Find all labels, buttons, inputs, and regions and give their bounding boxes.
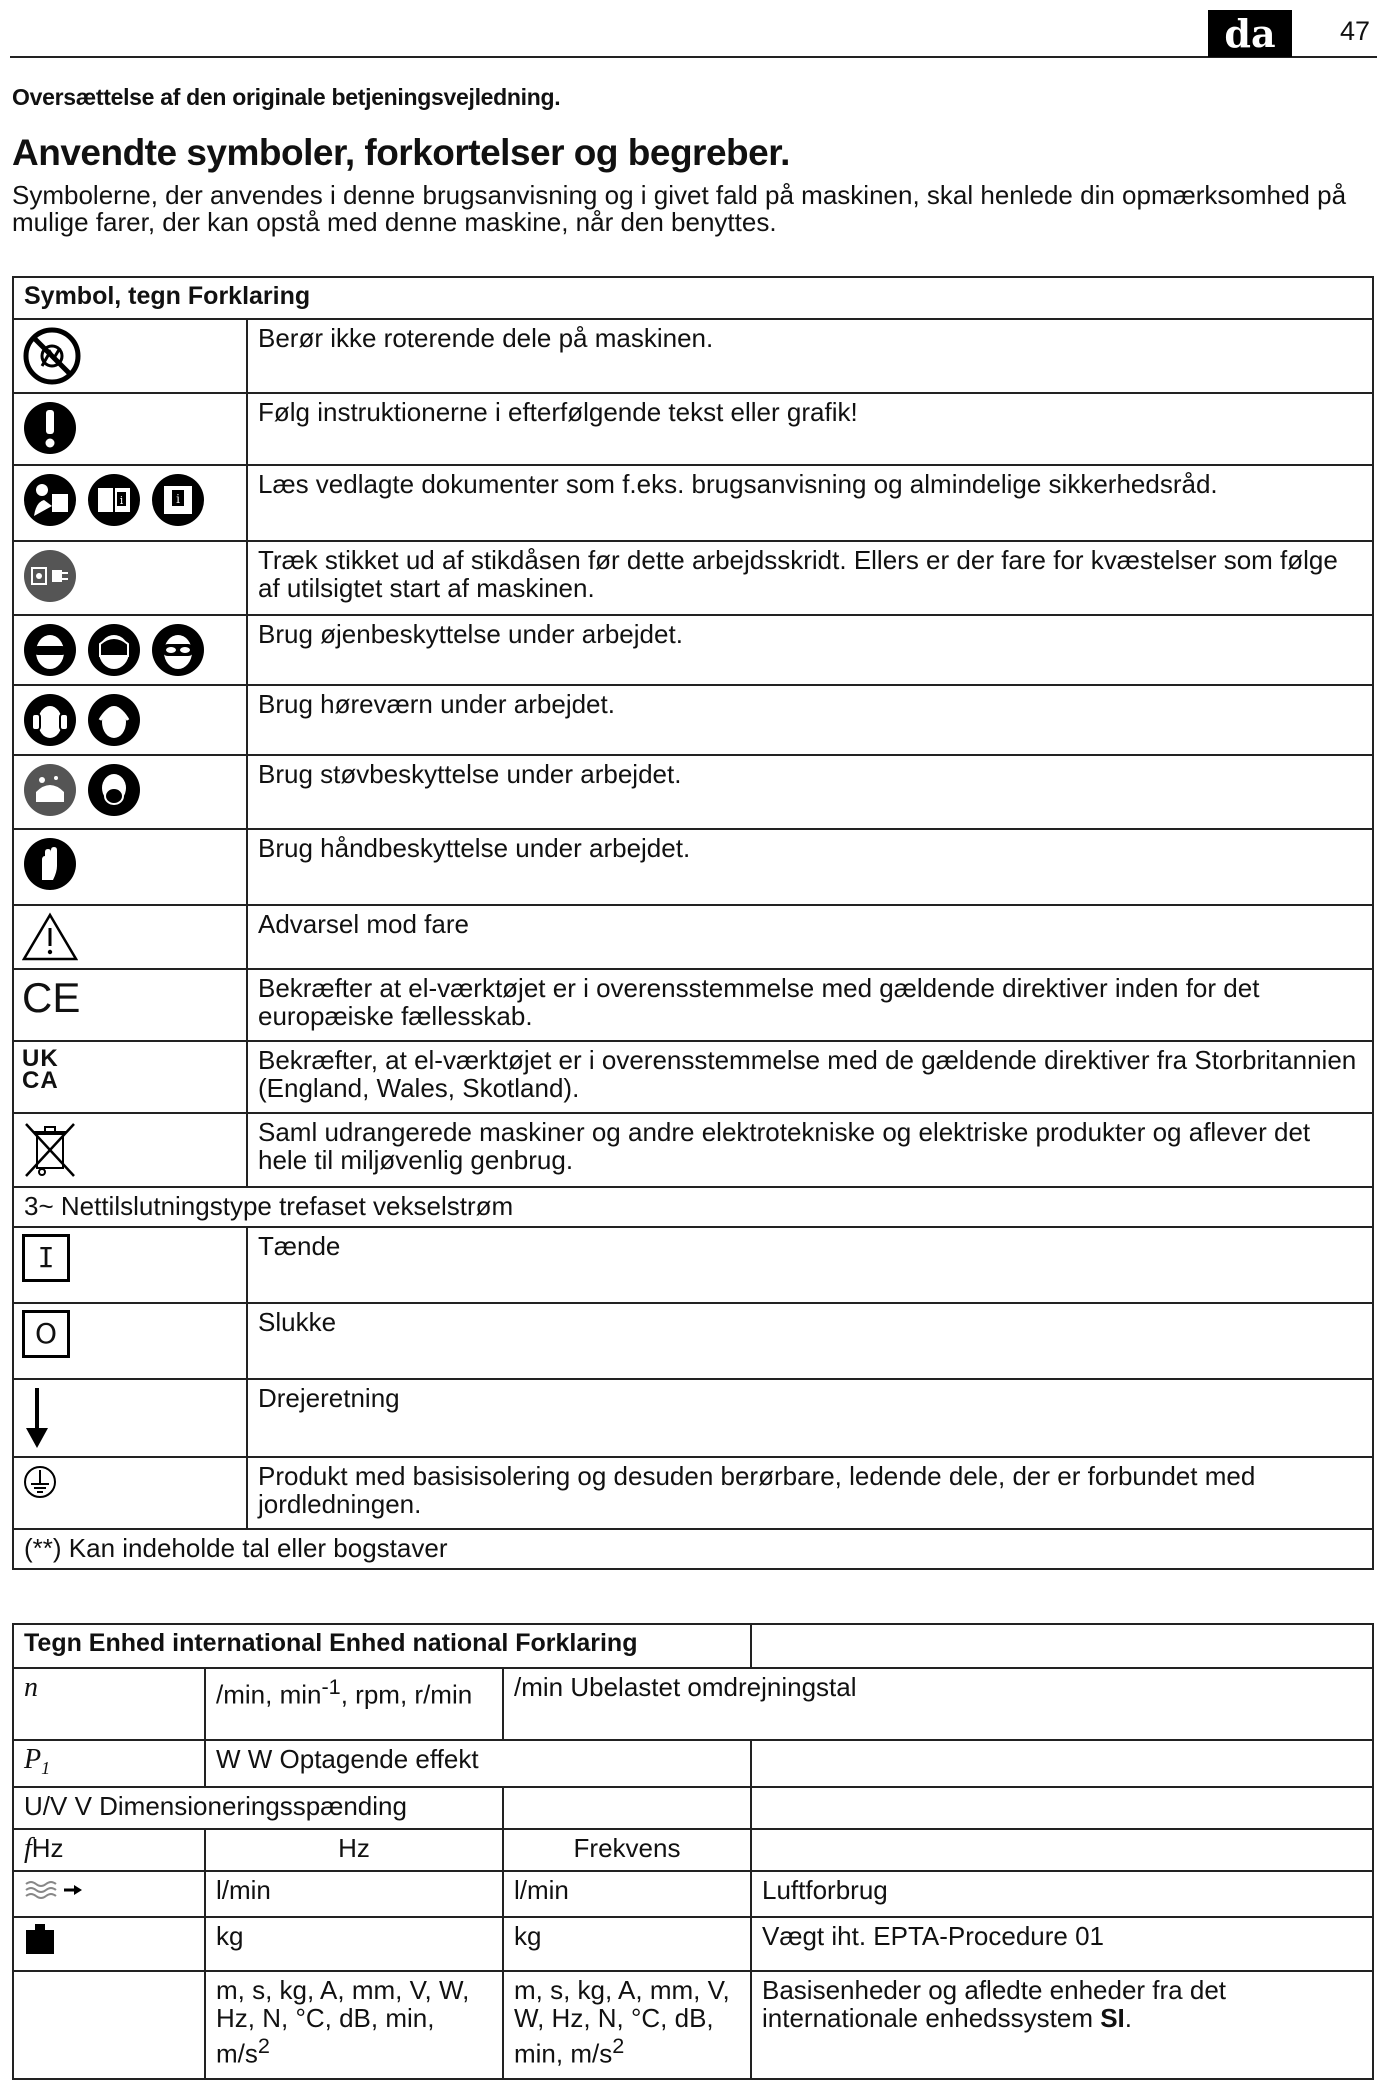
units-table [12, 1623, 1374, 2080]
rotation-direction-arrow-icon [22, 1386, 52, 1450]
row-rest: W W Optagende effekt [205, 1740, 751, 1787]
symbol-explanation: Advarsel mod fare [247, 905, 1373, 969]
sign-cell: n [24, 1672, 38, 1703]
table-row [13, 1917, 1373, 1971]
symbol-explanation: Drejeretning [247, 1379, 1373, 1457]
respirator-mask-icon [86, 762, 142, 818]
switch-off-icon: O [22, 1310, 70, 1358]
manual-book-icon [86, 472, 142, 528]
table-row [13, 1668, 1373, 1740]
intl-unit-cell: /min, $\min^{-1}$, rpm, r/min [205, 1668, 503, 1740]
table-row [13, 393, 1373, 465]
ukca-mark: UKCA [22, 1045, 59, 1094]
natl-unit-cell: m, s, kg, A, mm, V, W, Hz, N, °C, dB, min, $m/s^2$ [503, 1971, 751, 2079]
intl-unit-cell: l/min [205, 1871, 503, 1917]
table-row [13, 319, 1373, 393]
language-badge: da [1208, 10, 1292, 57]
table-row [13, 1303, 1373, 1379]
symbol-explanation: Produkt med basisisolering og desuden berørbare, ledende dele, der er forbundet med jordledningen. [247, 1457, 1373, 1529]
svg-text:i: i [119, 494, 124, 507]
table-row [13, 1457, 1373, 1529]
hand-protection-icon [22, 836, 78, 892]
table-row [13, 685, 1373, 755]
air-consumption-icon [24, 1876, 84, 1900]
unplug-icon [22, 548, 78, 604]
table-row [13, 1871, 1373, 1917]
weight-icon [24, 1922, 56, 1956]
row-full: U/V V Dimensioneringsspænding [13, 1787, 503, 1829]
table-row [13, 1041, 1373, 1113]
symbol-explanation: Brug støvbeskyttelse under arbejdet. [247, 755, 1373, 829]
footnote-row: (**) Kan indeholde tal eller bogstaver [13, 1529, 1373, 1569]
ear-muffs-icon [86, 692, 142, 748]
intro-text: Symbolerne, der anvendes i denne brugsanvisning og i givet fald på maskinen, skal henlede din opmærksomhed på mulige farer, der kan opstå med denne maskine, når den benyttes. [12, 180, 1347, 237]
info-document-icon [150, 472, 206, 528]
symbol-explanation: Følg instruktionerne i efterfølgende tekst eller grafik! [247, 393, 1373, 465]
intl-unit-cell: kg [205, 1917, 503, 1971]
symbol-explanation: Brug håndbeskyttelse under arbejdet. [247, 829, 1373, 905]
instruction-icon [22, 400, 78, 456]
original-title: Oversættelse af den originale betjeningsvejledning. [12, 84, 561, 110]
intl-unit-cell: m, s, kg, A, mm, V, W, Hz, N, °C, dB, min, $m/s^2$ [205, 1971, 503, 2079]
table-row [13, 541, 1373, 615]
table-row [13, 615, 1373, 685]
symbol-explanation: Tænde [247, 1227, 1373, 1303]
explanation-cell: Basisenheder og afledte enheder fra det internationale enhedssystem SI. [751, 1971, 1373, 2079]
table-row [13, 1971, 1373, 2079]
protective-earth-icon [22, 1464, 58, 1500]
explanation-cell: Vægt iht. EPTA-Procedure 01 [751, 1917, 1373, 1971]
ear-protection-icon [22, 692, 78, 748]
table-row [13, 1113, 1373, 1187]
safety-goggles-icon [150, 622, 206, 678]
ce-mark: CE [13, 969, 247, 1041]
symbol-explanation: Berør ikke roterende dele på maskinen. [247, 319, 1373, 393]
natl-unit-cell: l/min [503, 1871, 751, 1917]
symbols-table [12, 276, 1374, 1570]
eye-protection-icon [22, 622, 78, 678]
table-row [13, 1227, 1373, 1303]
sign-cell: P [24, 1744, 42, 1775]
table-row [13, 465, 1373, 541]
read-manual-person-icon [22, 472, 78, 528]
dust-protection-icon [22, 762, 78, 818]
header-rule [10, 56, 1377, 58]
table-row [13, 969, 1373, 1041]
table-row [13, 755, 1373, 829]
table-row [13, 1379, 1373, 1457]
intl-unit-cell: Hz [205, 1829, 503, 1871]
natl-unit-cell: kg [503, 1917, 751, 1971]
three-phase-row: 3~ Nettilslutningstype trefaset vekselstrøm [13, 1187, 1373, 1227]
symbols-table-header: Symbol, tegn Forklaring [13, 277, 1373, 319]
symbol-explanation: Brug øjenbeskyttelse under arbejdet. [247, 615, 1373, 685]
units-table-header: Tegn Enhed international Enhed national Forklaring [13, 1624, 751, 1668]
symbol-explanation: Saml udrangerede maskiner og andre elektrotekniske og elektriske produkter og aflever det hele til miljøvenlig genbrug. [247, 1113, 1373, 1187]
switch-on-icon: I [22, 1234, 70, 1282]
svg-text:i: i [176, 492, 180, 506]
symbol-explanation: Slukke [247, 1303, 1373, 1379]
symbol-explanation: Brug høreværn under arbejdet. [247, 685, 1373, 755]
table-row [13, 1787, 1373, 1829]
no-touch-rotating-icon [22, 326, 82, 386]
face-shield-icon [86, 622, 142, 678]
symbol-explanation: Træk stikket ud af stikdåsen før dette arbejdsskridt. Ellers er der fare for kvæstelser som følge af utilsigtet start af maskinen. [247, 541, 1373, 615]
table-row: $P_1$ W W Optagende effekt [13, 1740, 1373, 1787]
table-row [13, 829, 1373, 905]
weee-bin-icon [22, 1120, 78, 1180]
symbol-explanation: Bekræfter at el-værktøjet er i overensstemmelse med gældende direktiver inden for det europæiske fællesskab. [247, 969, 1373, 1041]
page-number: 47 [1340, 16, 1371, 46]
row-rest: /min Ubelastet omdrejningstal [503, 1668, 1373, 1740]
natl-unit-cell: Frekvens [503, 1829, 751, 1871]
symbol-explanation: Læs vedlagte dokumenter som f.eks. brugsanvisning og almindelige sikkerhedsråd. [247, 465, 1373, 541]
explanation-cell: Luftforbrug [751, 1871, 1373, 1917]
table-row [13, 905, 1373, 969]
warning-triangle-icon [22, 912, 78, 962]
page-title: Anvendte symboler, forkortelser og begreber. [12, 132, 790, 173]
symbol-explanation: Bekræfter, at el-værktøjet er i overensstemmelse med de gældende direktiver fra Storbritannien (England, Wales, Skotland). [247, 1041, 1373, 1113]
table-row: fHz Hz Frekvens [13, 1829, 1373, 1871]
